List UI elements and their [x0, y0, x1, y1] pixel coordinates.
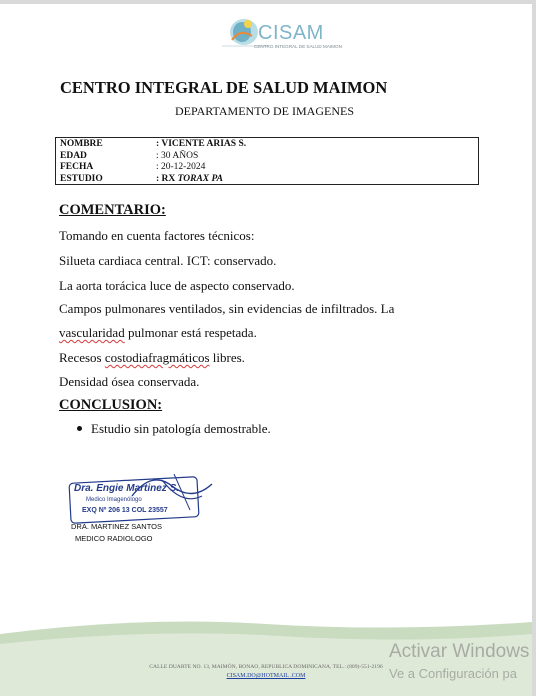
name-value: : VICENTE ARIAS S. [156, 139, 247, 149]
conclusion-heading: CONCLUSION: [59, 397, 163, 413]
signature-name: DRA. MARTINEZ SANTOS [71, 522, 162, 531]
windows-activation-watermark-sub: Ve a Configuración pa [389, 666, 517, 681]
footer-email: CISAM.DO@HOTMAIL .COM [226, 673, 306, 679]
patient-info-box [55, 137, 479, 185]
stamp-doctor-role: Medico Imagenólogo [86, 497, 142, 503]
comentario-line: Tomando en cuenta factores técnicos: [59, 228, 255, 243]
department-title: DEPARTAMENTO DE IMAGENES [175, 104, 354, 118]
study-value [156, 174, 223, 185]
comentario-line: vascularidad pulmonar está respetada. [59, 325, 257, 340]
logo-wordmark: CISAM [258, 22, 324, 44]
page-top-border [0, 0, 536, 4]
cisam-logo [218, 10, 342, 58]
page-right-border [532, 0, 536, 696]
stamp-signature-icon [62, 466, 222, 526]
doctor-stamp [62, 466, 222, 526]
footer-address: CALLE DUARTE NO. 13, MAIMÓN, BONAO, REPUBLICA DOMINICANA, TEL.: (809)-551-2196 [149, 664, 383, 670]
age-label: EDAD [60, 151, 87, 161]
stamp-exequatur: EXQ Nº 206 13 COL 23557 [82, 507, 168, 514]
comentario-line: Recesos costodiafragmáticos libres. [59, 350, 245, 365]
study-value-italic: TORAX PA [177, 174, 223, 184]
comentario-line: Silueta cardiaca central. ICT: conservado. [59, 253, 277, 268]
comentario-line: Densidad ósea conservada. [59, 374, 200, 389]
conclusion-item: Estudio sin patología demostrable. [91, 421, 271, 436]
comentario-heading: COMENTARIO: [59, 202, 166, 218]
stamp-doctor-name: Dra. Engie Martinez S. [74, 483, 180, 494]
comentario-line: La aorta torácica luce de aspecto conservado. [59, 278, 295, 293]
logo-subtitle: CENTRO INTEGRAL DE SALUD MAIMON [254, 44, 342, 49]
windows-activation-watermark: Activar Windows [389, 641, 530, 662]
date-value: : 20-12-2024 [156, 162, 206, 172]
bullet-icon [77, 426, 82, 431]
study-label: ESTUDIO [60, 174, 103, 184]
name-label: NOMBRE [60, 139, 103, 149]
date-label: FECHA [60, 162, 94, 172]
signature-role: MEDICO RADIOLOGO [75, 534, 153, 543]
page-title: CENTRO INTEGRAL DE SALUD MAIMON [60, 78, 388, 97]
comentario-line: Campos pulmonares ventilados, sin evidencias de infiltrados. La [59, 301, 395, 316]
study-value-prefix: : RX [156, 174, 178, 184]
age-value: : 30 AÑOS [156, 151, 199, 161]
